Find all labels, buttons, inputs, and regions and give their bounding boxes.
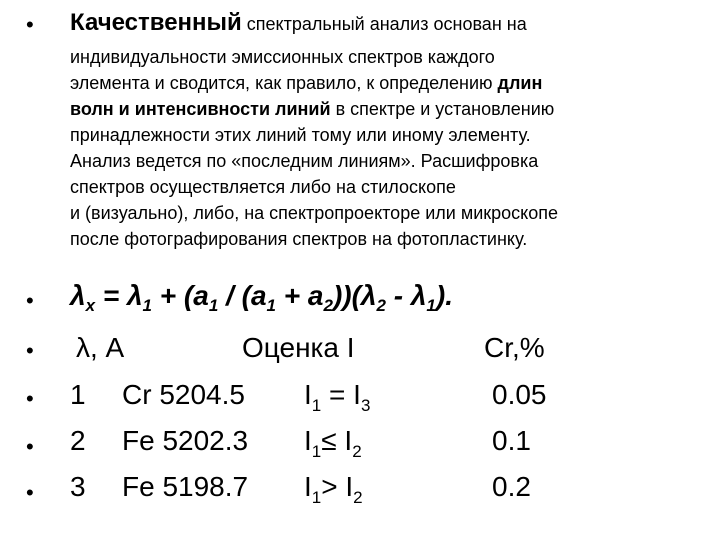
formula-sub-6: 1	[426, 296, 436, 315]
formula-part-6: - λ	[385, 280, 427, 311]
paragraph-line-5: принадлежности этих линий тому или иному элементу.	[70, 125, 531, 145]
bullet-formula: •	[26, 288, 34, 313]
formula	[70, 280, 453, 315]
row-number: 2	[70, 425, 86, 456]
formula-lambda: λ	[70, 280, 86, 311]
formula-part-2: + (a	[152, 280, 209, 311]
relation: ≤ I	[321, 425, 353, 456]
paragraph-line-7: спектров осуществляется либо на стилоскопе	[70, 177, 456, 197]
bullet-header: •	[26, 338, 34, 363]
paragraph-line-4	[70, 96, 554, 122]
intensity-a-sub: 1	[311, 442, 322, 461]
spectral-line: Fe 5198.7	[122, 471, 249, 502]
intensity-relation	[304, 425, 362, 461]
formula-part-4: + a	[275, 280, 324, 311]
row-number: 1	[70, 379, 86, 410]
bullet-row-3: •	[26, 480, 34, 505]
intensity-b-sub: 2	[353, 488, 363, 507]
intensity-b-sub: 3	[360, 396, 371, 415]
header-wavelength: λ, A	[76, 332, 125, 363]
spectral-line: Fe 5202.3	[122, 425, 249, 456]
intensity-a-sub: 1	[311, 396, 322, 415]
intensity-a-sub: 1	[311, 488, 322, 507]
intensity-a: I	[304, 379, 312, 410]
formula-part-3: / (a	[218, 280, 267, 311]
paragraph-line-2: индивидуальности эмиссионных спектров каждого	[70, 47, 495, 67]
cr-value: 0.2	[492, 471, 531, 502]
formula-sub-4: 2	[323, 296, 333, 315]
header-cr-percent: Cr,%	[484, 332, 545, 363]
cr-value: 0.1	[492, 425, 531, 456]
formula-part-5: ))(λ	[332, 280, 377, 311]
row-number: 3	[70, 471, 86, 502]
header-intensity: Оценка I	[242, 332, 355, 363]
intensity-a: I	[304, 471, 312, 502]
formula-sub-3: 1	[266, 296, 276, 315]
paragraph-line-3	[70, 70, 542, 96]
paragraph-first-line	[70, 8, 527, 39]
intensity-relation	[304, 471, 363, 507]
paragraph-line-6: Анализ ведется по «последним линиям». Расшифровка	[70, 151, 539, 171]
lead-bold-word: Качественный	[70, 9, 242, 36]
formula-sub-1: 1	[142, 296, 152, 315]
formula-sub-x: x	[85, 296, 96, 315]
formula-sub-2: 1	[208, 296, 219, 315]
line3-bold: длин	[497, 73, 543, 93]
paragraph-line-8: и (визуально), либо, на спектропроекторе или микроскопе	[70, 203, 559, 223]
cr-value: 0.05	[492, 379, 547, 410]
spectral-line: Cr 5204.5	[122, 379, 245, 410]
bullet-row-1: •	[26, 386, 34, 411]
intensity-a: I	[304, 425, 312, 456]
relation: > I	[321, 471, 354, 502]
lead-rest-text: спектральный анализ основан на	[241, 14, 527, 34]
paragraph-line-9: после фотографирования спектров на фотопластинку.	[70, 229, 528, 249]
formula-part-1: = λ	[95, 280, 143, 311]
intensity-relation	[304, 379, 371, 415]
relation: = I	[321, 379, 361, 410]
bullet-paragraph: •	[26, 12, 34, 37]
line4-text: в спектре и установлению	[330, 99, 555, 119]
line4-bold: волн и интенсивности линий	[70, 99, 331, 119]
formula-sub-5: 2	[376, 296, 386, 315]
formula-part-7: ).	[435, 280, 453, 311]
intensity-b-sub: 2	[352, 442, 362, 461]
line3-text: элемента и сводится, как правило, к определению	[70, 73, 498, 93]
bullet-row-2: •	[26, 434, 34, 459]
